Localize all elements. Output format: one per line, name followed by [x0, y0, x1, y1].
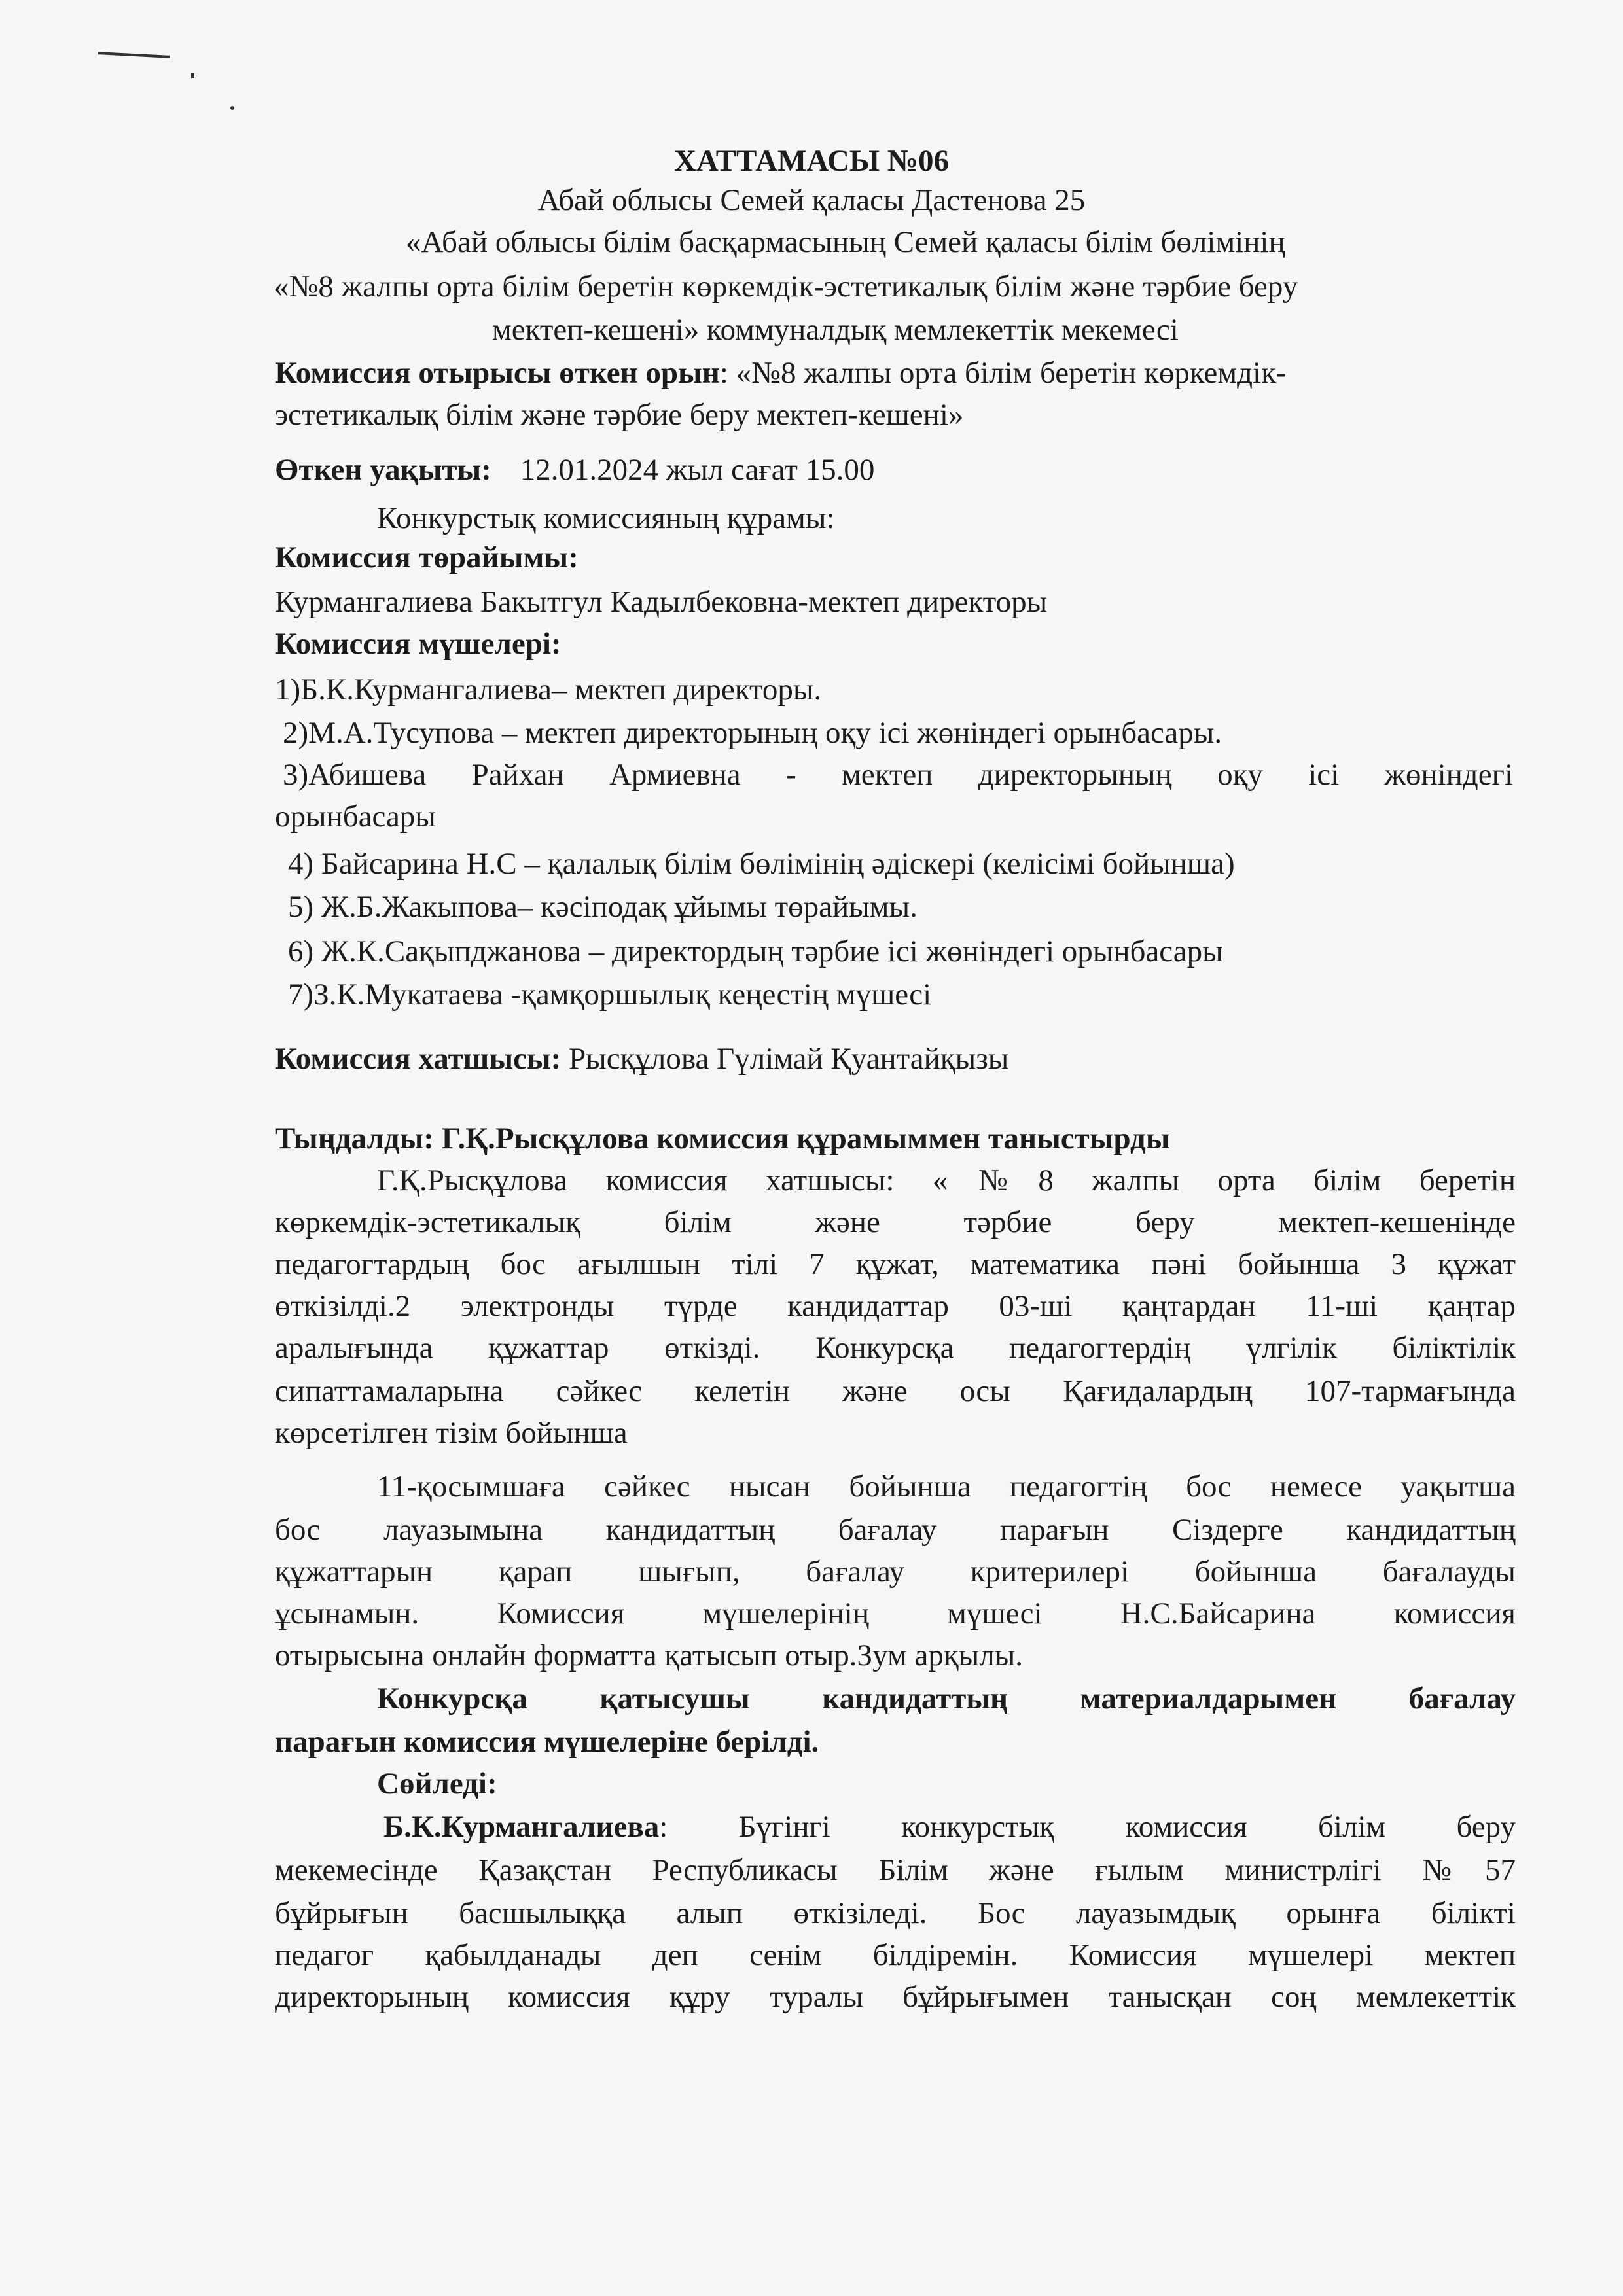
heard-heading: Тыңдалды: Г.Қ.Рысқұлова комиссия құрамыммен таныстырды: [275, 1122, 1170, 1156]
meeting-place-line-1: [275, 353, 1287, 393]
heard-paragraph-line: құжаттарын қарап шығып, бағалау критерилері бойынша бағалауды: [275, 1555, 1516, 1589]
member-item: 3)Абишева Райхан Армиевна - мектеп директорының оқу ісі жөніндегі: [283, 758, 1513, 792]
scan-mark: [98, 52, 170, 58]
member-item: 5) Ж.Б.Жакыпова– кәсіподақ ұйымы төрайымы.: [288, 890, 918, 924]
scan-mark: [230, 106, 234, 110]
member-item: 6) Ж.К.Сақыпджанова – директордың тәрбие ісі жөніндегі орынбасары: [288, 934, 1223, 968]
heard-paragraph-line: аралығында құжаттар өткізді. Конкурсқа педагогтердің үлгілік біліктілік: [275, 1331, 1516, 1365]
member-item: 7)З.К.Мукатаева -қамқоршылық кеңестің мүшесі: [288, 978, 932, 1012]
spoke-paragraph-line: педагог қабылданады деп сенім білдіремін. Комиссия мүшелері мектеп: [275, 1938, 1516, 1972]
scan-mark: [191, 73, 194, 78]
spoke-paragraph-line-1: [383, 1807, 1516, 1846]
address-line: Абай облысы Семей қаласы Дастенова 25: [537, 183, 1086, 217]
meeting-place-label: Комиссия отырысы өткен орын: [275, 356, 720, 390]
heard-paragraph-line: 11-қосымшаға сәйкес нысан бойынша педагогтің бос немесе уақытша: [377, 1470, 1516, 1504]
meeting-place-value: : «№8 жалпы орта білім беретін көркемдік-: [719, 356, 1287, 390]
meeting-place-line-2: эстетикалық білім және тәрбие беру мектеп-кешені»: [275, 398, 964, 432]
member-item: 4) Байсарина Н.С – қалалық білім бөлімінің әдіскері (келісімі бойынша): [288, 847, 1235, 881]
heard-paragraph-line: ұсынамын. Комиссия мүшелерінің мүшесі Н.С.Байсарина комиссия: [275, 1597, 1516, 1631]
composition-heading: Конкурстық комиссияның құрамы:: [377, 501, 835, 535]
org-line-1: «Абай облысы білім басқармасының Семей қаласы білім бөлімінің: [406, 225, 1285, 259]
spoke-paragraph-line: мекемесінде Қазақстан Республикасы Білім және ғылым министрлігі №57: [275, 1853, 1516, 1887]
heard-paragraph-line: көрсетілген тізім бойынша: [275, 1416, 628, 1450]
heard-paragraph-line: отырысына онлайн форматта қатысып отыр.Зум арқылы.: [275, 1638, 1024, 1672]
heard-bold-line: парағын комиссия мүшелеріне берілді.: [275, 1725, 819, 1759]
meeting-time-line: [275, 450, 874, 489]
meeting-time-label: Өткен уақыты:: [275, 453, 491, 487]
secretary-label: Комиссия хатшысы:: [275, 1042, 562, 1076]
spoke-paragraph-line: директорының комиссия құру туралы бұйрығымен танысқан соң мемлекеттік: [275, 1980, 1516, 2014]
chair-label: Комиссия төрайымы:: [275, 540, 579, 574]
org-line-3: мектеп-кешені» коммуналдық мемлекеттік мекемесі: [492, 313, 1179, 347]
speaker-name: Б.К.Курмангалиева: [383, 1810, 660, 1844]
members-label: Комиссия мүшелері:: [275, 627, 562, 661]
heard-paragraph-line: көркемдік-эстетикалық білім және тәрбие беру мектеп-кешенінде: [275, 1205, 1516, 1239]
heard-paragraph-line: педагогтардың бос ағылшын тілі 7 құжат, математика пәні бойынша 3 құжат: [275, 1247, 1516, 1281]
heard-paragraph-line: Г.Қ.Рысқұлова комиссия хатшысы: «№8 жалпы орта білім беретін: [377, 1163, 1516, 1197]
heard-paragraph-line: бос лауазымына кандидаттың бағалау парағын Сіздерге кандидаттың: [275, 1513, 1516, 1547]
heard-paragraph-line: өткізілді.2 электронды түрде кандидаттар 03-ші қаңтардан 11-ші қаңтар: [275, 1289, 1516, 1323]
document-title: ХАТТАМАСЫ №06: [673, 144, 950, 178]
meeting-time-value: 12.01.2024 жыл сағат 15.00: [520, 453, 875, 487]
spoke-paragraph-line: бұйрығын басшылыққа алып өткізіледі. Бос лауазымдық орынға білікті: [275, 1896, 1516, 1930]
member-item-continued: орынбасары: [275, 800, 436, 834]
org-line-2: «№8 жалпы орта білім беретін көркемдік-эстетикалық білім және тәрбие беру: [274, 270, 1298, 304]
member-item: 2)М.А.Тусупова – мектеп директорының оқу ісі жөніндегі орынбасары.: [283, 716, 1222, 750]
secretary-line: [275, 1039, 1008, 1078]
chair-name: Курмангалиева Бакытгул Кадылбековна-мектеп директоры: [275, 585, 1048, 619]
heard-paragraph-line: сипаттамаларына сәйкес келетін және осы Қағидалардың 107-тармағында: [275, 1374, 1516, 1408]
spoke-first-line-text: : Бүгінгі конкурстық комиссия білім беру: [659, 1810, 1516, 1844]
heard-bold-line: Конкурсқа қатысушы кандидаттың материалдарымен бағалау: [377, 1682, 1516, 1716]
secretary-name: Рысқұлова Гүлімай Қуантайқызы: [569, 1042, 1009, 1076]
spoke-heading: Сөйледі:: [377, 1767, 497, 1801]
member-item: 1)Б.К.Курмангалиева– мектеп директоры.: [275, 673, 822, 707]
